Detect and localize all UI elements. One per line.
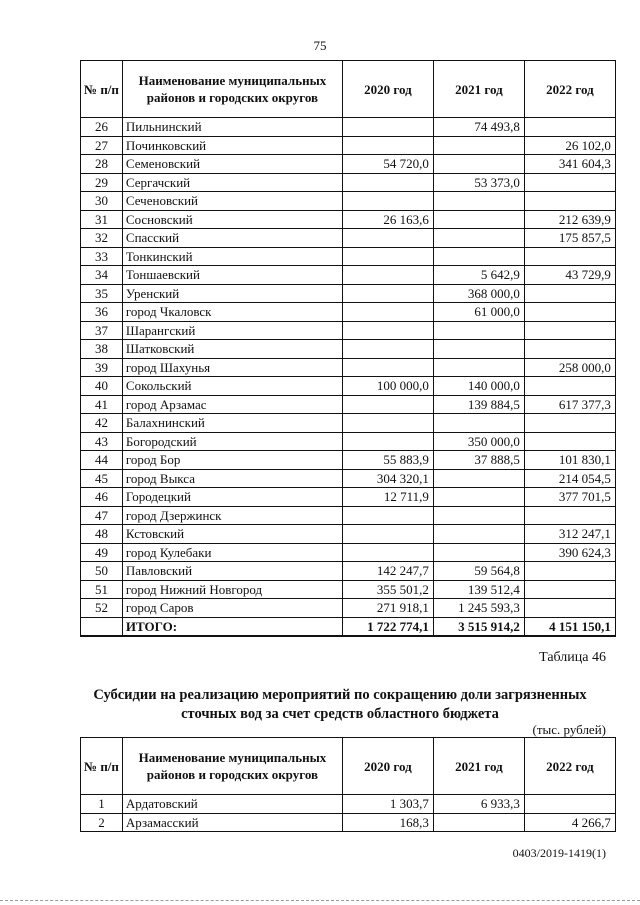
- value-2022: [524, 562, 615, 581]
- value-2020: [342, 358, 433, 377]
- value-2020: 55 883,9: [342, 451, 433, 470]
- value-2020: [342, 432, 433, 451]
- district-name: город Бор: [122, 451, 342, 470]
- col-header-2020: 2020 год: [342, 738, 433, 795]
- value-2021: 5 642,9: [433, 266, 524, 285]
- district-name: Арзамасский: [122, 813, 342, 832]
- value-2021: 61 000,0: [433, 303, 524, 322]
- row-number: 2: [81, 813, 123, 832]
- table-row: [81, 599, 616, 618]
- value-2021: 368 000,0: [433, 284, 524, 303]
- row-number: 45: [81, 469, 123, 488]
- row-number: 26: [81, 118, 123, 137]
- value-2020: [342, 395, 433, 414]
- table-row: [81, 451, 616, 470]
- value-2022: 377 701,5: [524, 488, 615, 507]
- row-number: 41: [81, 395, 123, 414]
- row-number: 31: [81, 210, 123, 229]
- district-name: Кстовский: [122, 525, 342, 544]
- total-2021: 3 515 914,2: [433, 617, 524, 636]
- value-2021: 59 564,8: [433, 562, 524, 581]
- value-2021: [433, 358, 524, 377]
- district-name: Сокольский: [122, 377, 342, 396]
- value-2022: 4 266,7: [524, 813, 615, 832]
- subsidy-table-continued: [80, 60, 616, 637]
- table-row: [81, 118, 616, 137]
- district-name: Сергачский: [122, 173, 342, 192]
- table-row: [81, 543, 616, 562]
- value-2021: [433, 506, 524, 525]
- row-number: 44: [81, 451, 123, 470]
- value-2022: [524, 414, 615, 433]
- district-name: Балахнинский: [122, 414, 342, 433]
- value-2022: 258 000,0: [524, 358, 615, 377]
- value-2020: 271 918,1: [342, 599, 433, 618]
- table-row: [81, 210, 616, 229]
- value-2022: 312 247,1: [524, 525, 615, 544]
- table-row: [81, 173, 616, 192]
- district-name: Сосновский: [122, 210, 342, 229]
- value-2021: [433, 192, 524, 211]
- row-number: 49: [81, 543, 123, 562]
- district-name: город Чкаловск: [122, 303, 342, 322]
- col-header-name: Наименование муниципальных районов и городских округов: [122, 61, 342, 118]
- value-2020: [342, 543, 433, 562]
- value-2020: [342, 192, 433, 211]
- row-number: 50: [81, 562, 123, 581]
- table-row: [81, 136, 616, 155]
- value-2020: [342, 303, 433, 322]
- value-2022: 26 102,0: [524, 136, 615, 155]
- total-number: [81, 617, 123, 636]
- value-2021: [433, 525, 524, 544]
- value-2022: [524, 580, 615, 599]
- table-row: [81, 192, 616, 211]
- table-row: [81, 414, 616, 433]
- table-row: [81, 506, 616, 525]
- value-2020: [342, 136, 433, 155]
- row-number: 39: [81, 358, 123, 377]
- row-number: 32: [81, 229, 123, 248]
- value-2022: [524, 432, 615, 451]
- row-number: 1: [81, 795, 123, 814]
- value-2022: [524, 247, 615, 266]
- district-name: город Нижний Новгород: [122, 580, 342, 599]
- table-row: [81, 377, 616, 396]
- district-name: город Выкса: [122, 469, 342, 488]
- table-row: [81, 813, 616, 832]
- value-2020: [342, 118, 433, 137]
- row-number: 42: [81, 414, 123, 433]
- value-2021: [433, 210, 524, 229]
- row-number: 52: [81, 599, 123, 618]
- total-2022: 4 151 150,1: [524, 617, 615, 636]
- row-number: 36: [81, 303, 123, 322]
- table-row: [81, 321, 616, 340]
- row-number: 29: [81, 173, 123, 192]
- total-label: ИТОГО:: [122, 617, 342, 636]
- value-2022: [524, 506, 615, 525]
- value-2020: [342, 414, 433, 433]
- value-2022: 101 830,1: [524, 451, 615, 470]
- value-2020: 100 000,0: [342, 377, 433, 396]
- value-2022: [524, 340, 615, 359]
- value-2021: [433, 229, 524, 248]
- district-name: Спасский: [122, 229, 342, 248]
- row-number: 51: [81, 580, 123, 599]
- district-name: Пильнинский: [122, 118, 342, 137]
- value-2020: [342, 266, 433, 285]
- value-2020: [342, 340, 433, 359]
- district-name: город Кулебаки: [122, 543, 342, 562]
- page-number: 75: [313, 38, 327, 53]
- col-header-2022: 2022 год: [524, 61, 615, 118]
- row-number: 48: [81, 525, 123, 544]
- col-header-2020: 2020 год: [342, 61, 433, 118]
- table-label: Таблица 46: [539, 650, 606, 665]
- value-2020: 355 501,2: [342, 580, 433, 599]
- district-name: Семеновский: [122, 155, 342, 174]
- value-2020: [342, 247, 433, 266]
- scan-edge-divider: [0, 900, 640, 901]
- value-2020: 142 247,7: [342, 562, 433, 581]
- section-heading: Субсидии на реализацию мероприятий по сокращению доли загрязненных сточных вод за счет средств областного бюджета: [93, 687, 587, 722]
- col-header-2021: 2021 год: [433, 738, 524, 795]
- value-2022: [524, 284, 615, 303]
- value-2022: 212 639,9: [524, 210, 615, 229]
- table-row: [81, 340, 616, 359]
- value-2021: [433, 155, 524, 174]
- value-2021: 140 000,0: [433, 377, 524, 396]
- value-2020: 12 711,9: [342, 488, 433, 507]
- row-number: 35: [81, 284, 123, 303]
- value-2020: [342, 229, 433, 248]
- value-2021: [433, 340, 524, 359]
- value-2022: 341 604,3: [524, 155, 615, 174]
- district-name: город Дзержинск: [122, 506, 342, 525]
- col-header-2021: 2021 год: [433, 61, 524, 118]
- district-name: Городецкий: [122, 488, 342, 507]
- value-2020: 26 163,6: [342, 210, 433, 229]
- table-header-row: [81, 738, 616, 795]
- district-name: город Арзамас: [122, 395, 342, 414]
- value-2021: 53 373,0: [433, 173, 524, 192]
- value-2022: 43 729,9: [524, 266, 615, 285]
- district-name: Павловский: [122, 562, 342, 581]
- row-number: 30: [81, 192, 123, 211]
- value-2021: [433, 247, 524, 266]
- district-name: Уренский: [122, 284, 342, 303]
- district-name: Тоншаевский: [122, 266, 342, 285]
- district-name: Богородский: [122, 432, 342, 451]
- value-2021: [433, 488, 524, 507]
- row-number: 47: [81, 506, 123, 525]
- value-2021: [433, 543, 524, 562]
- value-2022: [524, 795, 615, 814]
- value-2020: [342, 284, 433, 303]
- value-2022: 390 624,3: [524, 543, 615, 562]
- table-row: [81, 562, 616, 581]
- table-row: [81, 284, 616, 303]
- units-note: (тыс. рублей): [532, 722, 606, 737]
- table-row: [81, 155, 616, 174]
- value-2021: [433, 321, 524, 340]
- value-2021: 350 000,0: [433, 432, 524, 451]
- total-2020: 1 722 774,1: [342, 617, 433, 636]
- value-2022: [524, 303, 615, 322]
- row-number: 33: [81, 247, 123, 266]
- value-2020: [342, 173, 433, 192]
- col-header-name: Наименование муниципальных районов и городских округов: [122, 738, 342, 795]
- value-2020: 1 303,7: [342, 795, 433, 814]
- col-header-2022: 2022 год: [524, 738, 615, 795]
- value-2021: 74 493,8: [433, 118, 524, 137]
- value-2022: 214 054,5: [524, 469, 615, 488]
- value-2020: [342, 525, 433, 544]
- row-number: 34: [81, 266, 123, 285]
- value-2020: [342, 506, 433, 525]
- total-row: [81, 617, 616, 636]
- row-number: 38: [81, 340, 123, 359]
- row-number: 46: [81, 488, 123, 507]
- value-2021: [433, 414, 524, 433]
- table-row: [81, 303, 616, 322]
- value-2022: [524, 192, 615, 211]
- row-number: 37: [81, 321, 123, 340]
- value-2021: [433, 469, 524, 488]
- value-2022: [524, 118, 615, 137]
- col-header-number: № п/п: [81, 61, 123, 118]
- district-name: Починковский: [122, 136, 342, 155]
- district-name: Ардатовский: [122, 795, 342, 814]
- table-row: [81, 432, 616, 451]
- district-name: Тонкинский: [122, 247, 342, 266]
- row-number: 28: [81, 155, 123, 174]
- value-2020: 54 720,0: [342, 155, 433, 174]
- value-2022: [524, 321, 615, 340]
- table-row: [81, 358, 616, 377]
- value-2020: 304 320,1: [342, 469, 433, 488]
- table-row: [81, 795, 616, 814]
- table-row: [81, 247, 616, 266]
- value-2021: 139 884,5: [433, 395, 524, 414]
- value-2020: 168,3: [342, 813, 433, 832]
- district-name: город Шахунья: [122, 358, 342, 377]
- table-row: [81, 395, 616, 414]
- table-header-row: [81, 61, 616, 118]
- district-name: Шатковский: [122, 340, 342, 359]
- row-number: 43: [81, 432, 123, 451]
- value-2021: [433, 813, 524, 832]
- district-name: город Саров: [122, 599, 342, 618]
- wastewater-subsidy-table: [80, 737, 616, 832]
- value-2020: [342, 321, 433, 340]
- value-2022: 175 857,5: [524, 229, 615, 248]
- document-code: 0403/2019-1419(1): [512, 846, 606, 860]
- value-2022: [524, 377, 615, 396]
- value-2022: [524, 173, 615, 192]
- value-2021: 1 245 593,3: [433, 599, 524, 618]
- value-2021: 6 933,3: [433, 795, 524, 814]
- value-2022: [524, 599, 615, 618]
- value-2021: 139 512,4: [433, 580, 524, 599]
- table-row: [81, 580, 616, 599]
- table-row: [81, 488, 616, 507]
- row-number: 27: [81, 136, 123, 155]
- row-number: 40: [81, 377, 123, 396]
- col-header-number: № п/п: [81, 738, 123, 795]
- district-name: Сеченовский: [122, 192, 342, 211]
- district-name: Шарангский: [122, 321, 342, 340]
- value-2021: [433, 136, 524, 155]
- table-row: [81, 525, 616, 544]
- table-row: [81, 266, 616, 285]
- table-row: [81, 229, 616, 248]
- value-2022: 617 377,3: [524, 395, 615, 414]
- table-row: [81, 469, 616, 488]
- value-2021: 37 888,5: [433, 451, 524, 470]
